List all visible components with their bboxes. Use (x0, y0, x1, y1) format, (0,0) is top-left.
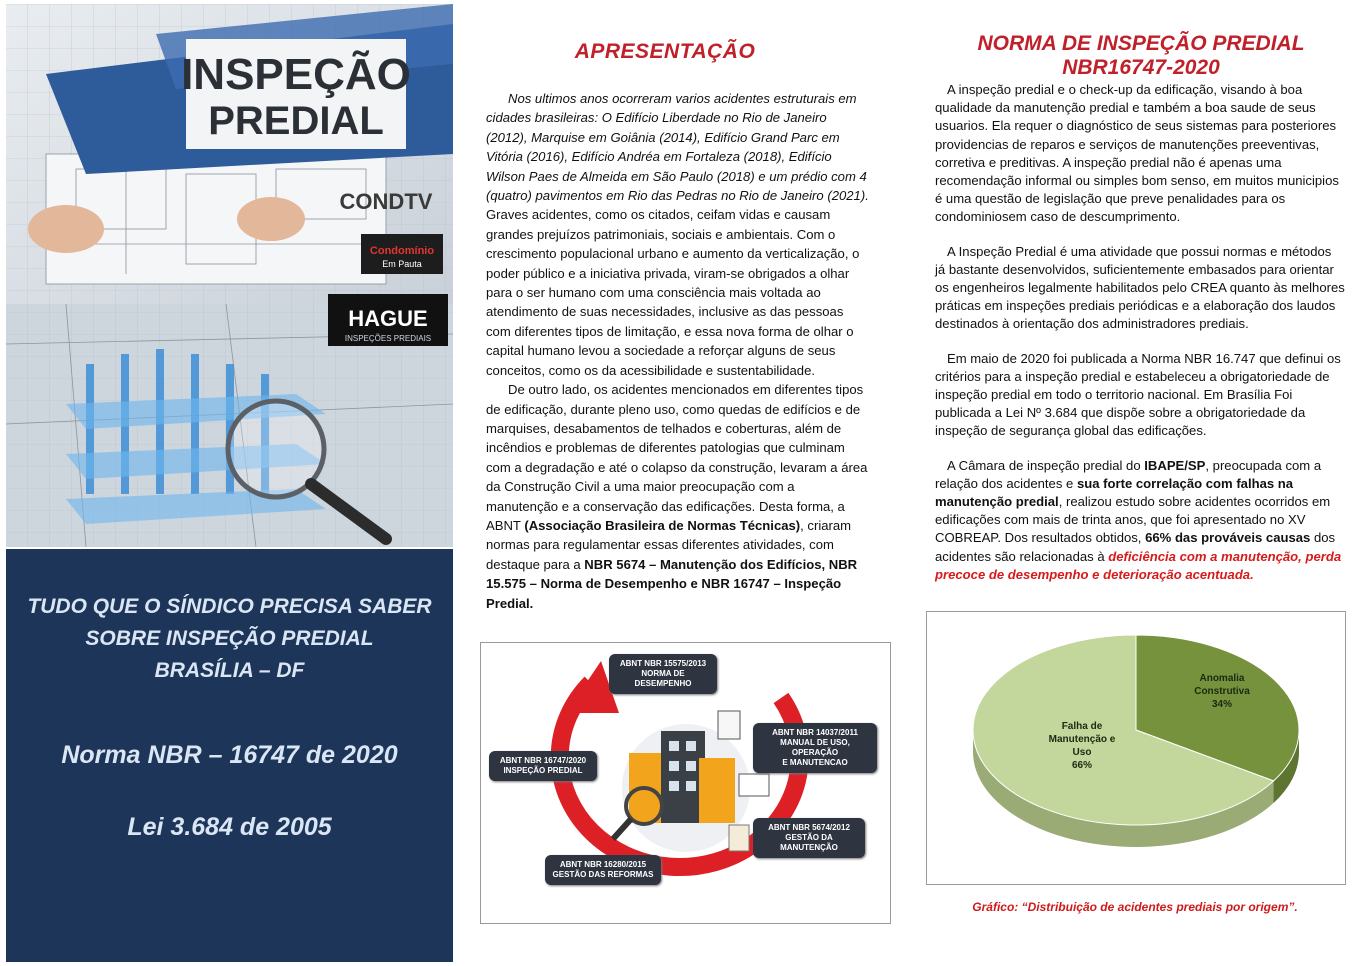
p4-h: deficiência com a manutenção, perda precoce de desempenho e deterioração acentuada. (935, 548, 1342, 582)
cover-title-2: PREDIAL (208, 99, 384, 143)
p4-f: 66% das prováveis causas (1145, 530, 1311, 546)
p2-a: De outro lado, os acidentes mencionados em diferentes tipos de edificação, durante pleno uso, como quedas de edifícios e de marquises, desabamentos de telhados e coberturas, além de incêndios e problemas de diferentes patologias que culminam com a degradação e até o colapso da construção, levaram a área da Construção Civil a uma maior preocupação com a manutenção e a conservação das edificações. Desta forma, a ABNT (486, 382, 868, 533)
p4-d: sua forte correlação com falhas na manutenção predial (935, 475, 1294, 510)
norma-paragraph-1: A inspeção predial e o check-up da edificação, visando à boa qualidade da manutenção predial e também a boa saude de seus usuarios. Ela requer o diagnóstico de seus sistemas para posteriores providencias de reparos e serviços de manutenções preeventivas, corretiva e preditivas. A inspeção predial não é apenas uma recomendação informal ou simples bom senso, em muitos municipios é uma questão de legislação que preve penalidades para os condominiosem caso de descumprimento. (935, 82, 1339, 225)
apresentacao-paragraph-2 (486, 380, 870, 613)
p4-a: A Câmara de inspeção predial do (947, 457, 1145, 473)
p4-b: IBAPE/SP (1144, 457, 1206, 473)
abnt-diagram (480, 642, 891, 924)
panel-lei: Lei 3.684 de 2005 (127, 813, 332, 841)
norma-paragraph-2: A Inspeção Predial é uma atividade que possui normas e métodos já bastante desenvolvidos, suficientemente embasados para orientar os engenheiros legalmente habilitados pelo CREA quanto às melhores práticas em inspeções prediais periódicas e a elaboração dos laudos destinados à orientação dos administradores prediais. (935, 243, 1345, 332)
panel-line-3: BRASÍLIA – DF (154, 659, 305, 682)
norma-paragraph-4 (935, 457, 1345, 584)
apresentacao-paragraph-1 (486, 89, 870, 380)
cover-title-1: INSPEÇÃO (181, 50, 411, 99)
p2-b: (Associação Brasileira de Normas Técnicas) (524, 517, 801, 533)
box-nbr-16747: ABNT NBR 16747/2020 INSPEÇÃO PREDIAL (489, 751, 597, 781)
condominio-logo-sub: Em Pauta (382, 259, 422, 269)
panel-line-1: TUDO QUE O SÍNDICO PRECISA SABER (27, 595, 432, 618)
norma-title: NORMA DE INSPEÇÃO PREDIAL NBR16747-2020 (977, 32, 1305, 79)
p4-g: dos acidentes são relacionadas à (935, 530, 1336, 564)
norma-text (935, 81, 1345, 600)
box-nbr-16280: ABNT NBR 16280/2015 GESTÃO DAS REFORMAS (545, 855, 661, 885)
p1-italic: Nos ultimos anos ocorreram varios acidentes estruturais em cidades brasileiras: O Edifício Liberdade no Rio de Janeiro (2012), Marquise em Goiânia (2014), Edifício Grand Parc em Vitória (2016), Edifício Andréa em Fortaleza (2018), Edifício Wilson Paes de Almeida em São Paulo (2018) e um prédio com 4 (quatro) pavimentos em Rio das Pedras no Rio de Janeiro (2021). (486, 91, 869, 204)
pie-svg (927, 612, 1345, 884)
p4-c: , preocupada com a relação dos acidentes e (935, 457, 1322, 491)
condtv-logo: CONDTV (339, 189, 433, 214)
cover-illustration (6, 4, 453, 547)
pie-chart (926, 611, 1346, 885)
blue-panel (6, 549, 453, 962)
chart-caption: Gráfico: “Distribuição de acidentes prediais por origem”. (972, 900, 1298, 914)
cover-image (6, 4, 453, 547)
pie-label-falha: Falha de Manutenção e Uso 66% (1048, 721, 1116, 771)
norma-paragraph-3: Em maio de 2020 foi publicada a Norma NBR 16.747 que definui os critérios para a inspeção predial e estabeleceu a obrigatoriedade de inspeção predial em todo o territorio nacional. Em Brasília Foi publicada a Lei Nº 3.684 que dispõe sobre a obrigatoriedade da inspeção de segurança global das edificações. (935, 350, 1341, 439)
box-nbr-14037: ABNT NBR 14037/2011 MANUAL DE USO, OPERAÇÃO E MANUTENCAO (753, 723, 877, 773)
apresentacao-text (486, 89, 870, 613)
p1-rest: Graves acidentes, como os citados, ceifam vidas e causam grandes prejuízos patrimoniais, sociais e ambientais. Com o crescimento populacional urbano e aumento da verticalização, o poder público e a iniciativa privada, viram-se obrigados a olhar para o ser humano com uma consciência mais voltada ao atendimento de suas necessidades, inclusive as das pessoas com diferentes tipos de limitação, e essa nova forma de olhar o capital humano levou a sociedade a reforçar alguns de seus conceitos, como os da acessibilidade e sustentabilidade. (486, 207, 860, 378)
condominio-logo: Condomínio (369, 245, 435, 257)
panel-line-2: SOBRE INSPEÇÃO PREDIAL (85, 627, 374, 650)
panel-norma: Norma NBR – 16747 de 2020 (61, 741, 398, 769)
apresentacao-title: APRESENTAÇÃO (574, 40, 756, 63)
box-nbr-15575: ABNT NBR 15575/2013 NORMA DE DESEMPENHO (609, 654, 717, 694)
pie-label-anomalia: Anomalia Construtiva 34% (1194, 673, 1250, 710)
hague-logo: HAGUE (348, 306, 428, 331)
p4-e: , realizou estudo sobre acidentes ocorridos em edificações com mais de trinta anos, que foi apresentado no XV COBREAP. Dos resultados obtidos, (935, 494, 1331, 546)
p2-d: NBR 5674 – Manutenção dos Edifícios, NBR 15.575 – Norma de Desempenho e NBR 16747 – Inspeção Predial. (486, 556, 858, 611)
hague-subtitle: INSPEÇÕES PREDIAIS (344, 334, 432, 343)
p2-c: , criaram normas para regulamentar essas diferentes atividades, com destaque para a (486, 517, 852, 572)
box-nbr-5674: ABNT NBR 5674/2012 GESTÃO DA MANUTENÇÃO (753, 818, 865, 858)
